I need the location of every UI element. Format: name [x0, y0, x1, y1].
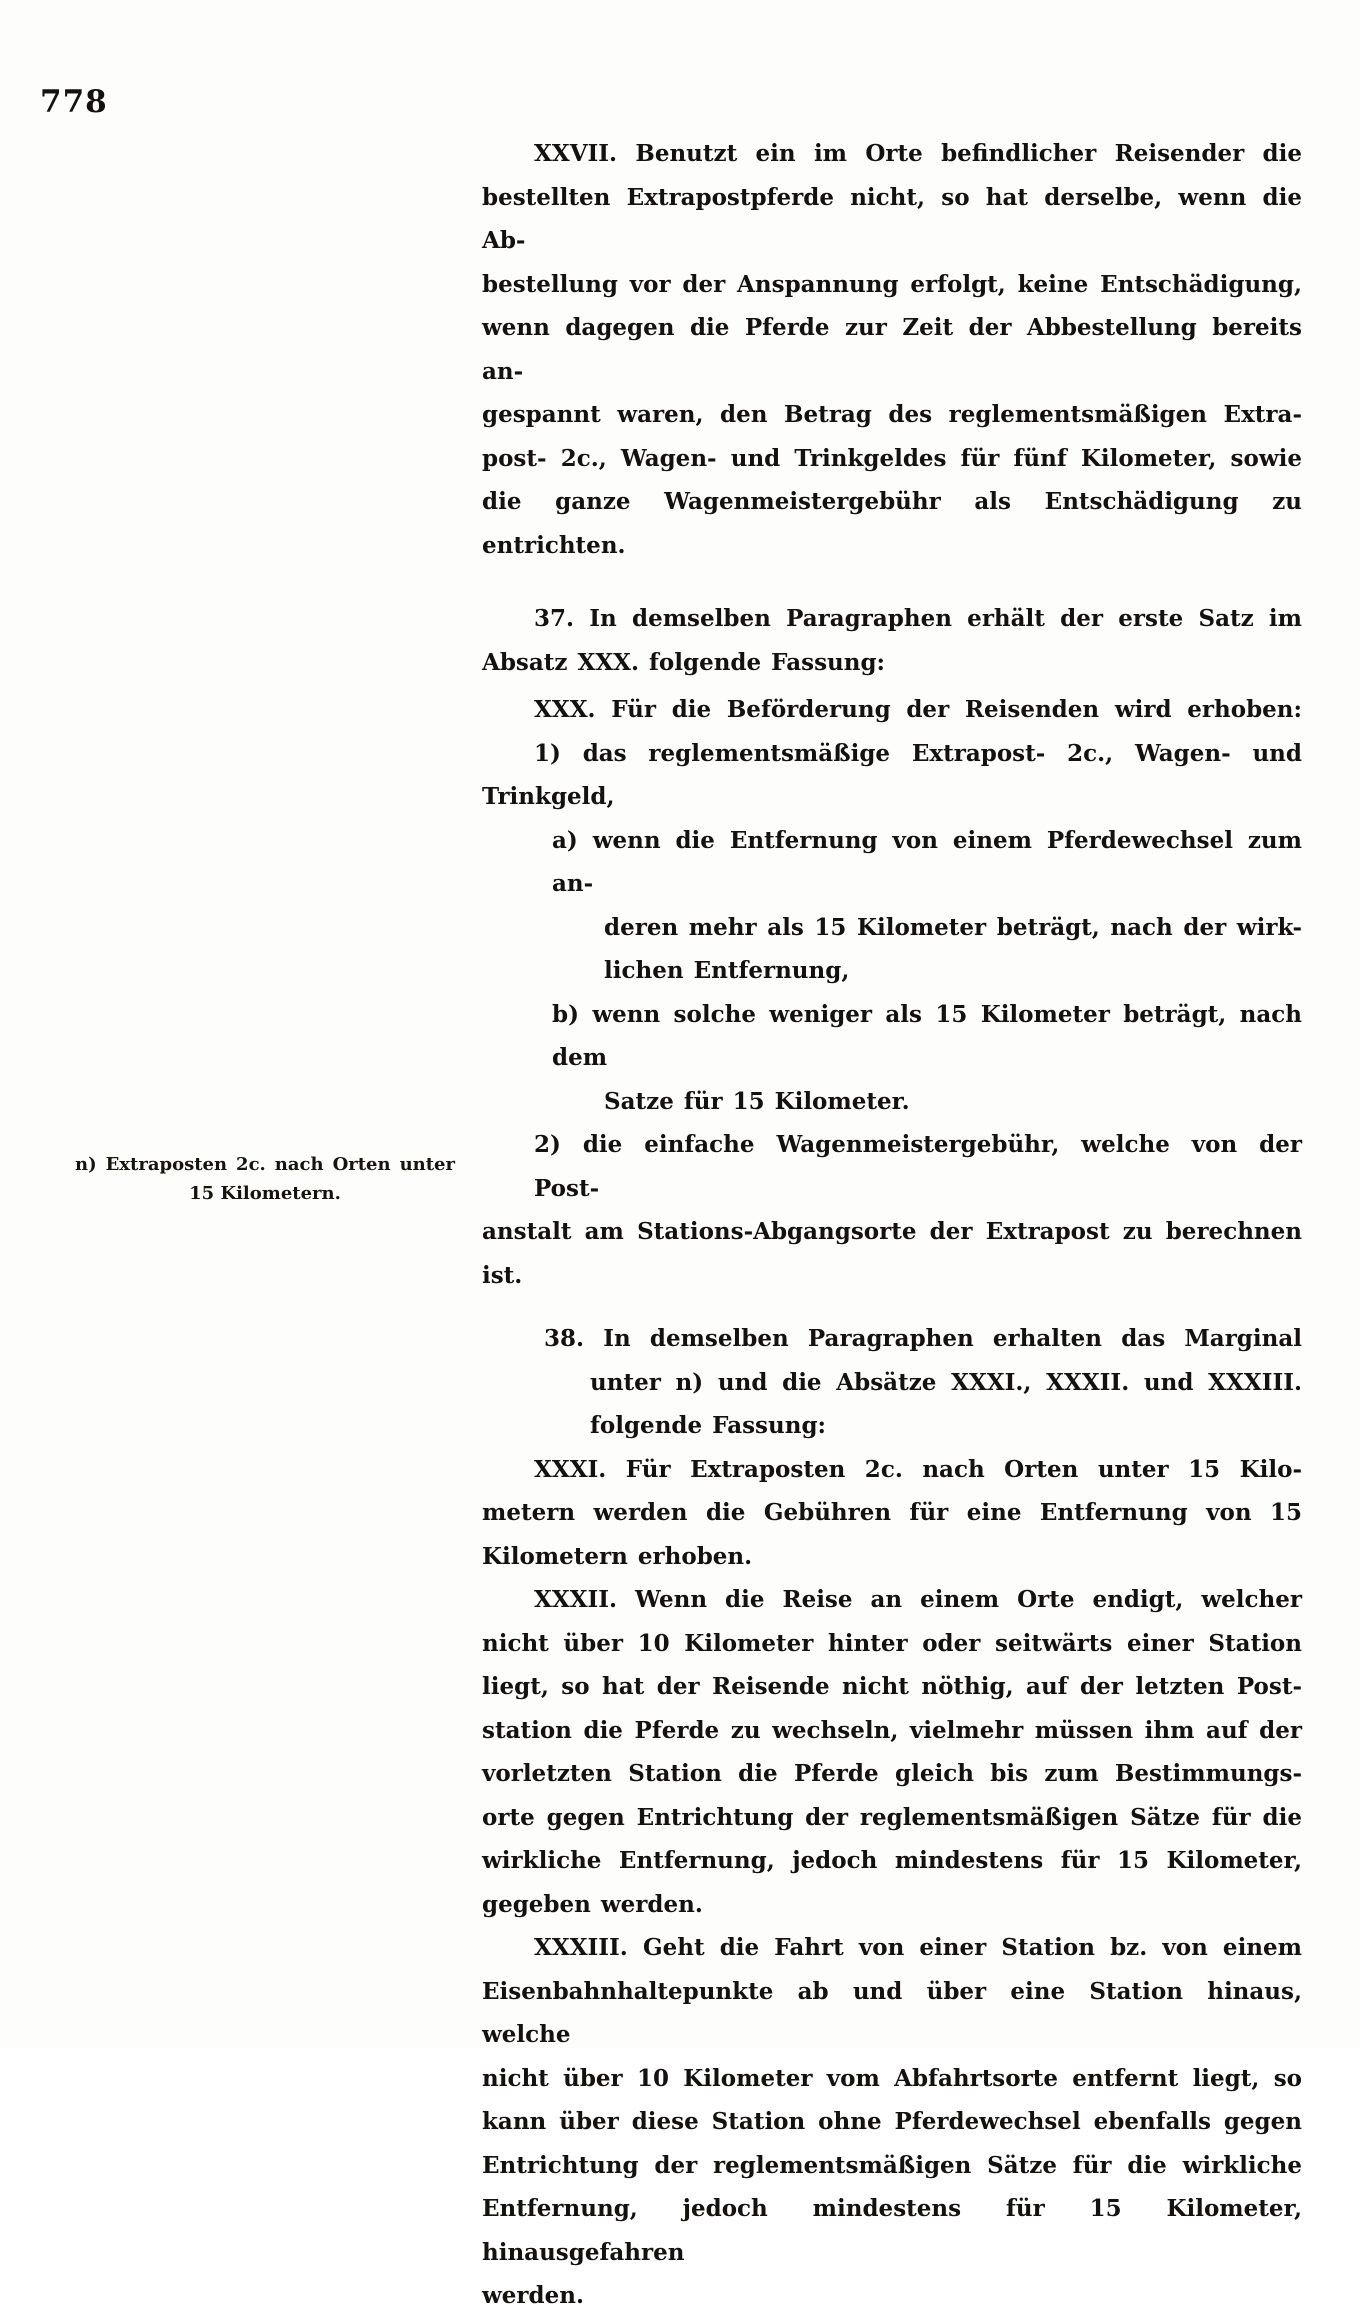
text-line: XXXII. Wenn die Reise an einem Orte endigt, welcher [534, 1586, 1302, 1613]
text-line: XXVII. Benutzt ein im Orte befindlicher Reisender die [534, 140, 1302, 167]
section-xxx-intro [482, 688, 1302, 732]
page-number: 778 [40, 84, 108, 120]
text-line: folgende Fassung: [590, 1412, 827, 1439]
item-1 [482, 732, 1302, 819]
text-line: post- 2c., Wagen- und Trinkgeldes für fünf Kilometer, sowie [482, 444, 1302, 472]
text-line: gespannt waren, den Betrag des reglementsmäßigen Extra- [482, 401, 1302, 428]
text-line: vorletzten Station die Pferde gleich bis zum Bestimmungs- [482, 1760, 1302, 1787]
text-line: wirkliche Entfernung, jedoch mindestens für 15 Kilometer, [482, 1847, 1302, 1874]
item-a [482, 819, 1302, 993]
text-line: deren mehr als 15 Kilometer beträgt, nach der wirk- [604, 913, 1302, 941]
text-line: wenn dagegen die Pferde zur Zeit der Abbestellung bereits an- [482, 314, 1302, 385]
section-xxxii [482, 1578, 1302, 1926]
text-line: nicht über 10 Kilometer vom Abfahrtsorte entfernt liegt, so [482, 2064, 1302, 2092]
text-line: XXX. Für die Beförderung der Reisenden wird erhoben: [534, 696, 1302, 723]
text-line: die ganze Wagenmeistergebühr als Entschädigung zu entrichten. [482, 488, 1302, 559]
text-line: Entrichtung der reglementsmäßigen Sätze für die wirkliche [482, 2151, 1302, 2179]
text-line: gegeben werden. [482, 1890, 703, 1918]
item-38 [482, 1317, 1302, 1448]
text-line: XXXI. Für Extraposten 2c. nach Orten unter 15 Kilo- [534, 1455, 1302, 1483]
marginal-note-line: n) Extraposten 2c. nach Orten unter [75, 1154, 455, 1175]
text-line: werden. [482, 2282, 584, 2309]
text-line: Absatz XXX. folgende Fassung: [482, 648, 886, 676]
item-37 [482, 597, 1302, 684]
text-line: bestellten Extrapostpferde nicht, so hat derselbe, wenn die Ab- [482, 183, 1302, 254]
text-column [482, 132, 1302, 2318]
text-line: bestellung vor der Anspannung erfolgt, keine Entschädigung, [482, 270, 1302, 298]
text-line: Trinkgeld, [482, 783, 615, 810]
text-line: Eisenbahnhaltepunkte ab und über eine Station hinaus, welche [482, 1977, 1302, 2048]
text-line: unter n) und die Absätze XXXI., XXXII. und XXXIII. [590, 1368, 1302, 1396]
item-b [482, 993, 1302, 1124]
text-line: anstalt am Stations-Abgangsorte der Extrapost zu berechnen ist. [482, 1218, 1302, 1289]
text-line: kann über diese Station ohne Pferdewechsel ebenfalls gegen [482, 2108, 1302, 2135]
text-line: Entfernung, jedoch mindestens für 15 Kilometer, hinausgefahren [482, 2195, 1302, 2266]
text-line: 37. In demselben Paragraphen erhält der erste Satz im [534, 605, 1302, 632]
text-line: orte gegen Entrichtung der reglementsmäßigen Sätze für die [482, 1803, 1302, 1831]
text-line: Satze für 15 Kilometer. [604, 1087, 910, 1115]
marginal-note [75, 1150, 455, 1208]
text-line: Kilometern erhoben. [482, 1542, 753, 1570]
text-line: XXXIII. Geht die Fahrt von einer Station bz. von einem [534, 1934, 1302, 1961]
text-line: liegt, so hat der Reisende nicht nöthig, auf der letzten Post- [482, 1673, 1302, 1700]
text-line: a) wenn die Entfernung von einem Pferdewechsel zum an- [552, 826, 1302, 897]
text-line: metern werden die Gebühren für eine Entfernung von 15 [482, 1499, 1302, 1526]
text-line: b) wenn solche weniger als 15 Kilometer beträgt, nach dem [552, 1000, 1302, 1071]
marginal-note-line: 15 Kilometern. [189, 1183, 341, 1204]
text-line: 38. In demselben Paragraphen erhalten das Marginal [544, 1325, 1302, 1352]
text-line: nicht über 10 Kilometer hinter oder seitwärts einer Station [482, 1629, 1302, 1657]
text-line: station die Pferde zu wechseln, vielmehr müssen ihm auf der [482, 1716, 1302, 1744]
section-xxvii [482, 132, 1302, 567]
section-xxxi [482, 1448, 1302, 1579]
text-line: lichen Entfernung, [604, 957, 850, 984]
section-xxxiii [482, 1926, 1302, 2318]
text-line: 2) die einfache Wagenmeistergebühr, welche von der Post- [534, 1131, 1302, 1202]
item-2 [482, 1123, 1302, 1297]
text-line: 1) das reglementsmäßige Extrapost- 2c., Wagen- und [534, 739, 1302, 767]
